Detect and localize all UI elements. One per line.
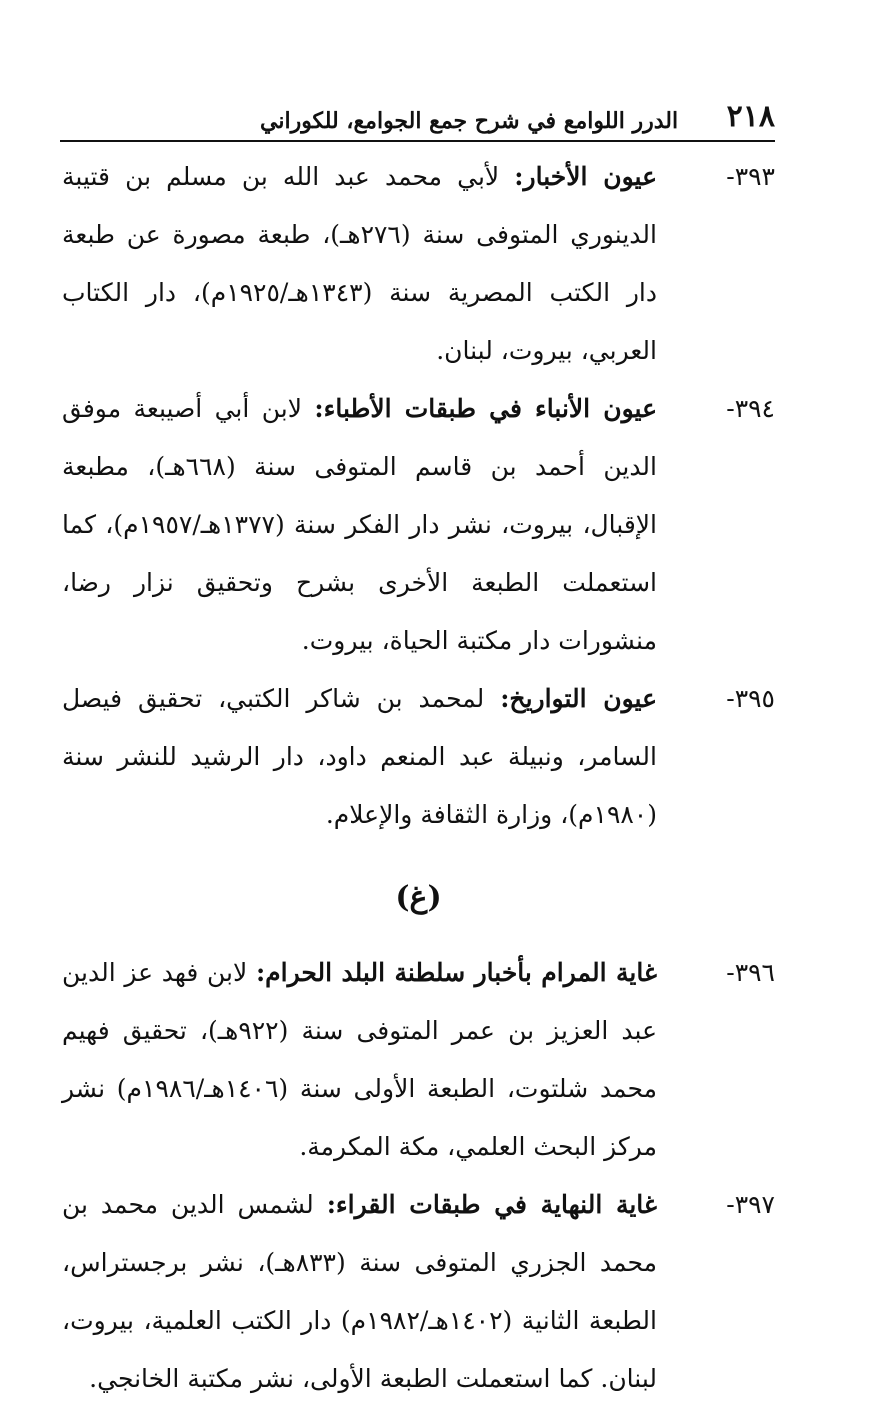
- bibliography-entry: [62, 148, 775, 380]
- entry-title: غاية المرام بأخبار سلطنة البلد الحرام:: [255, 958, 658, 987]
- entry-text: [62, 670, 657, 844]
- entry-description: لمحمد بن شاكر الكتبي، تحقيق فيصل السامر، ونبيلة عبد المنعم داود، دار الرشيد للنشر سنة (١٩٨٠م)، وزارة الثقافة والإعلام.: [62, 684, 657, 829]
- entry-description: لأبي محمد عبد الله بن مسلم بن قتيبة الدينوري المتوفى سنة (٢٧٦هـ)، طبعة مصورة عن طبعة دار الكتب المصرية سنة (١٣٤٣هـ/١٩٢٥م)، دار الكتاب العربي، بيروت، لبنان.: [62, 162, 657, 365]
- bibliography-entry: [62, 380, 775, 670]
- running-title: الدرر اللوامع في شرح جمع الجوامع، للكوراني: [260, 108, 679, 134]
- entry-text: [62, 1176, 657, 1408]
- bibliography-list: [62, 148, 775, 1408]
- entry-description: لابن أبي أصيبعة موفق الدين أحمد بن قاسم المتوفى سنة (٦٦٨هـ)، مطبعة الإقبال، بيروت، نشر دار الفكر سنة (١٣٧٧هـ/١٩٥٧م)، كما استعملت الطبعة الأخرى بشرح وتحقيق نزار رضا، منشورات دار مكتبة الحياة، بيروت.: [62, 394, 657, 655]
- bibliography-entry: [62, 1176, 775, 1408]
- entry-number: ٣٩٦-: [726, 958, 775, 987]
- page-header: [60, 92, 775, 132]
- header-rule: [60, 140, 775, 142]
- entry-title: عيون الأخبار:: [514, 162, 658, 191]
- entry-text: [62, 944, 657, 1176]
- entry-number: ٣٩٧-: [726, 1190, 775, 1219]
- entry-title: غاية النهاية في طبقات القراء:: [326, 1190, 657, 1219]
- entry-number: ٣٩٣-: [726, 162, 775, 191]
- entry-text: [62, 148, 657, 380]
- entry-text: [62, 380, 657, 670]
- section-heading: (غ): [395, 880, 442, 915]
- entry-number: ٣٩٤-: [726, 394, 775, 423]
- entry-title: عيون التواريخ:: [500, 684, 657, 713]
- bibliography-entry: [62, 944, 775, 1176]
- entry-number: ٣٩٥-: [726, 684, 775, 713]
- page-number: ٢١٨: [726, 99, 775, 134]
- entry-description: لابن فهد عز الدين عبد العزيز بن عمر المتوفى سنة (٩٢٢هـ)، تحقيق فهيم محمد شلتوت، الطبعة الأولى سنة (١٤٠٦هـ/١٩٨٦م) نشر مركز البحث العلمي، مكة المكرمة.: [62, 958, 658, 1161]
- entry-description: لشمس الدين محمد بن محمد الجزري المتوفى سنة (٨٣٣هـ)، نشر برجستراس، الطبعة الثانية (١٤٠٢هـ/١٩٨٢م) دار الكتب العلمية، بيروت، لبنان. كما استعملت الطبعة الأولى، نشر مكتبة الخانجي.: [62, 1190, 657, 1393]
- entry-title: عيون الأنباء في طبقات الأطباء:: [314, 394, 658, 423]
- bibliography-entry: [62, 670, 775, 844]
